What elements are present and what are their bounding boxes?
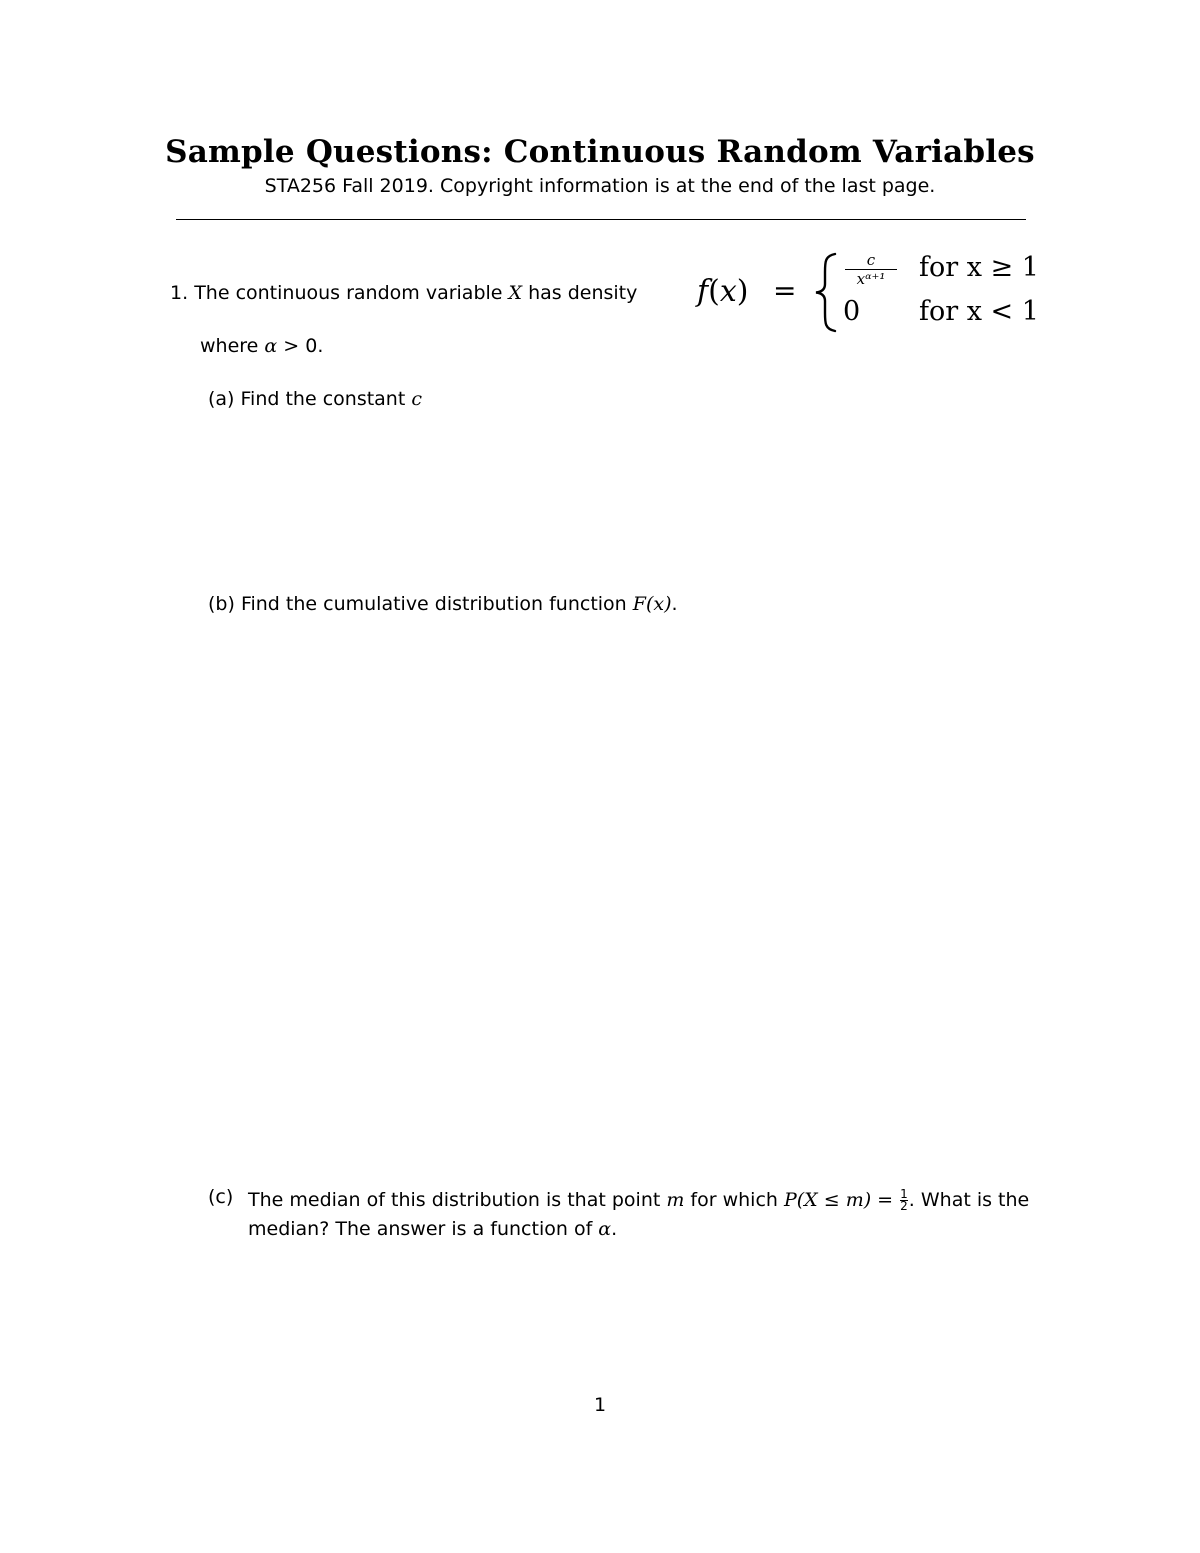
question-number: 1. xyxy=(170,282,189,304)
case-1-fraction xyxy=(845,252,897,287)
part-b-label: (b) xyxy=(208,593,235,615)
part-c-text-c: . What is the median? The answer is a function of xyxy=(248,1189,1030,1240)
where-inequality: > 0. xyxy=(277,335,324,357)
question-1-stem xyxy=(170,282,637,304)
where-text: where xyxy=(200,335,265,357)
page-subtitle: STA256 Fall 2019. Copyright information is at the end of the last page. xyxy=(264,175,936,197)
var-cdf: F(x) xyxy=(632,593,672,615)
part-a-label: (a) xyxy=(208,388,235,410)
question-1-intro-b: has density xyxy=(522,282,638,304)
density-lhs xyxy=(697,274,748,309)
part-b-period: . xyxy=(671,593,678,615)
var-m: m xyxy=(666,1189,685,1211)
header-divider xyxy=(176,219,1026,220)
lhs-x: x xyxy=(719,274,737,309)
probability-expression: P(X ≤ m) = xyxy=(783,1189,894,1211)
density-formula xyxy=(697,250,1057,335)
case-2-value: 0 xyxy=(843,296,861,327)
page-number: 1 xyxy=(593,1394,607,1416)
equals-sign: = xyxy=(773,274,797,307)
part-c-label: (c) xyxy=(208,1186,234,1208)
question-1-intro-a: The continuous random variable xyxy=(194,282,509,304)
var-alpha: α xyxy=(264,335,278,357)
var-x: X xyxy=(508,282,523,304)
case-2-condition: for x < 1 xyxy=(919,296,1039,327)
lhs-f: f xyxy=(697,274,709,309)
question-part-b xyxy=(208,593,678,615)
half-denominator: 2 xyxy=(900,1199,908,1213)
left-brace-icon xyxy=(811,250,841,335)
question-part-a xyxy=(208,388,422,410)
part-c-text-a: The median of this distribution is that point xyxy=(248,1189,667,1211)
case-1-condition: for x ≥ 1 xyxy=(919,252,1039,283)
var-alpha-c: α xyxy=(598,1218,612,1240)
question-1-condition xyxy=(200,335,323,357)
lhs-close-paren: ) xyxy=(736,274,749,309)
var-c: c xyxy=(411,388,422,410)
half-numerator: 1 xyxy=(900,1187,908,1201)
page-title: Sample Questions: Continuous Random Variables xyxy=(165,134,1035,170)
part-a-text: Find the constant xyxy=(240,388,412,410)
part-c-period: . xyxy=(611,1218,618,1240)
part-c-text xyxy=(248,1186,1068,1244)
case-1-denominator: xᵅ⁺¹ xyxy=(856,270,886,288)
one-half-fraction xyxy=(900,1189,908,1212)
part-c-text-b: for which xyxy=(684,1189,784,1211)
part-b-text: Find the cumulative distribution function xyxy=(240,593,633,615)
case-1-numerator: c xyxy=(866,251,876,269)
lhs-open-paren: ( xyxy=(708,274,720,309)
